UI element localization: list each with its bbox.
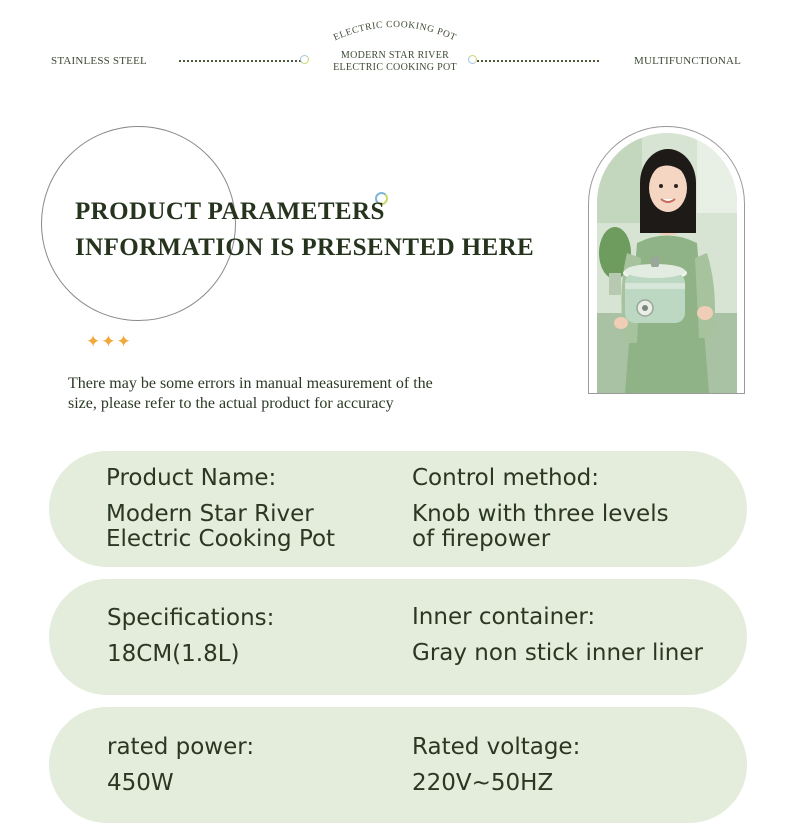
logo-arc-text: ELECTRIC COOKING POT	[332, 19, 458, 44]
control-method-label: Control method:	[412, 465, 600, 491]
specifications-value: 18CM(1.8L)	[107, 641, 240, 667]
rated-voltage-value: 220V~50HZ	[412, 770, 554, 796]
param-card-specs-container	[49, 579, 747, 695]
header-dotted-line-right	[477, 60, 599, 64]
header-right-label: MULTIFUNCTIONAL	[634, 55, 742, 67]
rated-voltage-label: Rated voltage:	[412, 734, 581, 760]
header-dotted-line-left	[179, 60, 301, 64]
logo-line-1: MODERN STAR RIVER	[340, 50, 450, 61]
section-title-line-2: INFORMATION IS PRESENTED HERE	[75, 234, 535, 261]
control-method-value-line-1: Knob with three levels	[412, 501, 669, 527]
header-left-label: STAINLESS STEEL	[51, 55, 147, 67]
param-card-power-voltage	[49, 707, 747, 823]
specifications-label: Specifications:	[107, 605, 275, 631]
product-name-value-line-2: Electric Cooking Pot	[106, 526, 336, 552]
svg-text:ELECTRIC COOKING POT	[332, 20, 457, 43]
section-title-line-1: PRODUCT PARAMETERS	[75, 198, 385, 225]
product-name-label: Product Name:	[106, 465, 277, 491]
product-photo	[597, 133, 737, 393]
logo-arc	[318, 14, 472, 44]
sparkle-icons: ✦✦✦	[86, 332, 132, 351]
rated-power-value: 450W	[107, 770, 174, 796]
header-ring-icon-left	[300, 55, 309, 64]
inner-container-value: Gray non stick inner liner	[412, 640, 703, 666]
logo-line-2: ELECTRIC COOKING POT	[333, 62, 457, 73]
woman-with-cooking-pot-illustration	[597, 133, 737, 393]
measurement-note-line-2: size, please refer to the actual product for accuracy	[68, 395, 394, 412]
header-ring-icon-right	[468, 55, 477, 64]
product-name-value-line-1: Modern Star River	[106, 501, 314, 527]
control-method-value-line-2: of firepower	[412, 526, 551, 552]
inner-container-label: Inner container:	[412, 604, 596, 630]
brand-logo	[318, 14, 472, 76]
measurement-note-line-1: There may be some errors in manual measurement of the	[68, 375, 433, 392]
rated-power-label: rated power:	[107, 734, 255, 760]
